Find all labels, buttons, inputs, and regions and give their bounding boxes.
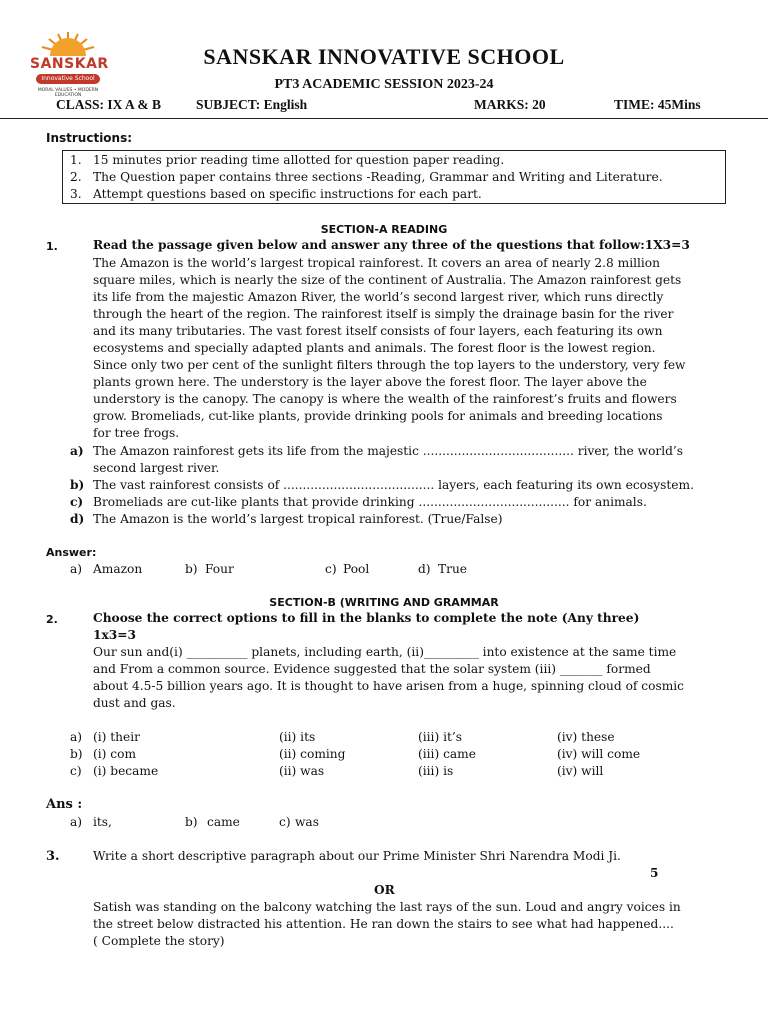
option-row-label: b) <box>70 747 83 761</box>
question-text: Write a short descriptive paragraph about our Prime Minister Shri Narendra Modi Ji. <box>93 849 621 863</box>
sub-question-label: b) <box>70 478 85 492</box>
instruction-text: Attempt questions based on specific instructions for each part. <box>93 187 482 201</box>
answer-option: Amazon <box>93 562 143 576</box>
question-marks: 1x3=3 <box>93 628 136 642</box>
answer-label: Answer: <box>46 546 97 559</box>
option-choice: (iv) will <box>557 764 604 778</box>
passage-line: Since only two per cent of the sunlight filters through the top layers to the understory, very few <box>93 358 686 372</box>
section-b-title: SECTION-B (WRITING AND GRAMMAR <box>269 596 499 609</box>
passage-line: square miles, which is nearly the size of the continent of Australia. The Amazon rainforest gets <box>93 273 682 287</box>
option-choice: (ii) coming <box>279 747 346 761</box>
instruction-num: 3. <box>70 187 82 201</box>
answer-option: Pool <box>343 562 370 576</box>
passage-line: for tree frogs. <box>93 426 180 440</box>
option-choice: (i) their <box>93 730 140 744</box>
answer-option-label: b) <box>185 815 198 829</box>
answer-option-label: b) <box>185 562 198 576</box>
note-line: dust and gas. <box>93 696 176 710</box>
option-choice: (iv) will come <box>557 747 641 761</box>
class-info: CLASS: IX A & B <box>56 97 162 112</box>
answer-option-label: d) <box>418 562 431 576</box>
option-choice: (ii) its <box>279 730 316 744</box>
option-choice: (iii) is <box>418 764 454 778</box>
ans-label: Ans : <box>46 797 83 812</box>
instruction-num: 2. <box>70 170 82 184</box>
logo-text: SANSKAR <box>30 56 109 72</box>
question-number: 2. <box>46 613 58 626</box>
answer-option: was <box>295 815 319 829</box>
sub-question-text: second largest river. <box>93 461 220 475</box>
header-divider <box>0 118 768 119</box>
passage-line: understory is the canopy. The canopy is where the wealth of the rainforest’s fruits and flowers <box>93 392 677 406</box>
option-choice: (i) com <box>93 747 137 761</box>
instruction-text: The Question paper contains three sections -Reading, Grammar and Writing and Literature. <box>93 170 663 184</box>
answer-option-label: c) <box>325 562 337 576</box>
question-number: 3. <box>46 849 60 864</box>
answer-option: Four <box>205 562 234 576</box>
marks-info: MARKS: 20 <box>474 97 546 112</box>
instruction-text: 15 minutes prior reading time allotted for question paper reading. <box>93 153 505 167</box>
question-marks: 5 <box>650 866 659 880</box>
answer-option: True <box>438 562 468 576</box>
option-row-label: c) <box>70 764 82 778</box>
instruction-num: 1. <box>70 153 82 167</box>
question-number: 1. <box>46 240 58 253</box>
passage-line: grow. Bromeliads, cut-like plants, provide drinking pools for animals and breeding locations <box>93 409 663 423</box>
option-choice: (iii) it’s <box>418 730 463 744</box>
school-name: SANSKAR INNOVATIVE SCHOOL <box>203 44 565 69</box>
passage-line: plants grown here. The understory is the layer above the forest floor. The layer above the <box>93 375 647 389</box>
option-choice: (iv) these <box>557 730 615 744</box>
question-text: Choose the correct options to fill in the blanks to complete the note (Any three) <box>93 611 640 625</box>
note-line: Our sun and(i) __________ planets, including earth, (ii)_________ into existence at the same time <box>93 645 677 659</box>
or-separator: OR <box>374 883 395 897</box>
sub-question-text: The Amazon is the world’s largest tropical rainforest. (True/False) <box>93 512 503 526</box>
note-line: about 4.5-5 billion years ago. It is thought to have arisen from a huge, spinning cloud of cosmic <box>93 679 684 693</box>
passage-line: and its many tributaries. The vast forest itself consists of four layers, each featuring its own <box>93 324 663 338</box>
answer-option: its, <box>93 815 112 829</box>
session-title: PT3 ACADEMIC SESSION 2023-24 <box>274 77 494 92</box>
sub-question-text: The vast rainforest consists of ....................................... layers, each featuring its own ecosystem. <box>93 478 694 492</box>
note-line: and From a common source. Evidence suggested that the solar system (iii) _______ formed <box>93 662 651 676</box>
section-a-title: SECTION-A READING <box>320 223 448 236</box>
question-text: Read the passage given below and answer any three of the questions that follow:1X3=3 <box>93 238 690 252</box>
sub-question-text: Bromeliads are cut-like plants that provide drinking ....................................... for animals. <box>93 495 647 509</box>
instructions-label: Instructions: <box>46 131 133 145</box>
answer-option-label: a) <box>70 562 83 576</box>
passage-line: ecosystems and specially adapted plants and animals. The forest floor is the lowest region. <box>93 341 656 355</box>
time-info: TIME: 45Mins <box>614 97 701 112</box>
sub-question-label: a) <box>70 444 84 458</box>
logo-motto: MORAL VALUES • MODERN EDUCATION <box>37 88 99 98</box>
sub-question-text: The Amazon rainforest gets its life from the majestic ....................................... river, the world’s <box>93 444 684 458</box>
answer-option-label: c) <box>279 815 291 829</box>
logo-tagline: Innovative School <box>36 74 100 84</box>
passage-line: The Amazon is the world’s largest tropical rainforest. It covers an area of nearly 2.8 million <box>93 256 660 270</box>
story-line: Satish was standing on the balcony watching the last rays of the sun. Loud and angry voices in <box>93 900 681 914</box>
option-row-label: a) <box>70 730 83 744</box>
sub-question-label: d) <box>70 512 85 526</box>
story-line: ( Complete the story) <box>93 934 225 948</box>
option-choice: (i) became <box>93 764 159 778</box>
answer-option: came <box>207 815 240 829</box>
passage-line: its life from the majestic Amazon River, the world’s second largest river, which runs directly <box>93 290 664 304</box>
story-line: the street below distracted his attention. He ran down the stairs to see what had happened.... <box>93 917 674 931</box>
sub-question-label: c) <box>70 495 84 509</box>
answer-option-label: a) <box>70 815 83 829</box>
passage-line: through the heart of the region. The rainforest itself is simply the drainage basin for the river <box>93 307 674 321</box>
option-choice: (ii) was <box>279 764 325 778</box>
subject-info: SUBJECT: English <box>196 97 308 112</box>
option-choice: (iii) came <box>418 747 476 761</box>
